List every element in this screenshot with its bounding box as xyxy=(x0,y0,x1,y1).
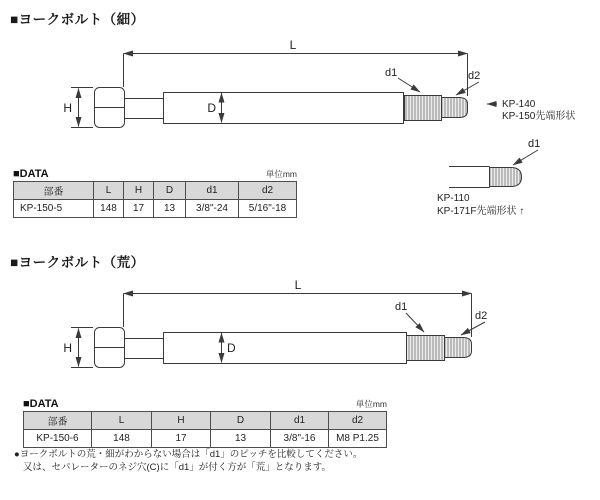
data-table-coarse xyxy=(23,411,387,448)
dim-label-L: L xyxy=(289,38,297,52)
footnotes xyxy=(14,448,362,474)
cell-D: 13 xyxy=(211,430,271,448)
unit-label: 単位mm xyxy=(355,399,387,409)
section-title-coarse: ■ヨークボルト（荒） xyxy=(10,255,145,270)
bolt-shaft xyxy=(164,333,407,364)
thread-d2 xyxy=(442,98,468,118)
data-table-coarse-block xyxy=(23,398,387,448)
leader-d2 xyxy=(461,322,485,335)
tip-dim-label-d1: d1 xyxy=(528,138,541,150)
thread-d2 xyxy=(445,338,472,358)
col-header-d2: d2 xyxy=(239,182,297,200)
col-header-partno: 部番 xyxy=(14,182,94,200)
cell-d1: 3/8"-24 xyxy=(186,200,239,218)
col-header-partno: 部番 xyxy=(24,412,92,430)
thread-d1 xyxy=(405,96,442,121)
dim-label-d2: d2 xyxy=(475,310,488,322)
col-header-L: L xyxy=(94,182,124,200)
data-table-label: ■DATA xyxy=(13,168,49,180)
unit-label: 単位mm xyxy=(265,169,297,179)
bolt-neck xyxy=(125,99,164,119)
cell-L: 148 xyxy=(94,200,124,218)
cell-H: 17 xyxy=(152,430,211,448)
col-header-d1: d1 xyxy=(186,182,239,200)
tip-drawing-labels xyxy=(437,138,540,217)
dim-label-d1: d1 xyxy=(385,67,398,79)
thread-d1 xyxy=(407,336,445,361)
bolt-shaft xyxy=(164,93,404,124)
section-title-fine: ■ヨークボルト（細） xyxy=(10,12,145,27)
table-header-row xyxy=(24,412,387,430)
tip-note-line2: KP-150先端形状 xyxy=(502,111,576,122)
tip-drawing xyxy=(449,150,538,188)
col-header-d1: d1 xyxy=(271,412,329,430)
table-row xyxy=(24,430,387,448)
footnote-line2: 又は、セパレーターのネジ穴(C)に「d1」が付く方が「荒」となります。 xyxy=(23,462,331,473)
dim-label-D: D xyxy=(227,341,236,355)
dim-label-H: H xyxy=(63,341,72,355)
tip-thread xyxy=(490,168,522,187)
data-table-fine-block xyxy=(13,168,297,218)
col-header-H: H xyxy=(124,182,154,200)
cell-d1: 3/8"-16 xyxy=(271,430,329,448)
cell-H: 17 xyxy=(124,200,154,218)
dim-label-H: H xyxy=(63,101,72,115)
cell-d2: 5/16"-18 xyxy=(239,200,297,218)
dim-label-D: D xyxy=(207,101,216,115)
bolt-neck xyxy=(125,339,164,359)
tip-name-label: KP-110 xyxy=(437,193,470,204)
col-header-d2: d2 xyxy=(329,412,387,430)
data-table-fine xyxy=(13,181,297,218)
tip-desc-label: KP-171F先端形状 ↑ xyxy=(437,206,525,217)
cell-D: 13 xyxy=(154,200,186,218)
data-table-label: ■DATA xyxy=(23,398,59,410)
col-header-D: D xyxy=(154,182,186,200)
leader-d1 xyxy=(398,78,420,92)
table-row xyxy=(14,200,297,218)
footnote-line1: ●ヨークボルトの荒・細がわからない場合は「d1」のピッチを比較してください。 xyxy=(14,449,363,460)
cell-partno: KP-150-5 xyxy=(14,200,94,218)
col-header-H: H xyxy=(152,412,211,430)
col-header-D: D xyxy=(211,412,271,430)
cell-d2: M8 P1.25 xyxy=(329,430,387,448)
leader-d1 xyxy=(406,313,424,332)
bolt-coarse-drawing xyxy=(71,294,488,368)
cell-partno: KP-150-6 xyxy=(24,430,92,448)
bolt-fine-drawing xyxy=(71,54,497,128)
table-header-row xyxy=(14,182,297,200)
dim-label-L: L xyxy=(294,278,302,292)
cell-L: 148 xyxy=(92,430,152,448)
tip-leader-d1 xyxy=(513,150,538,165)
tip-note-line1: KP-140 xyxy=(502,99,536,110)
dim-label-d2: d2 xyxy=(468,70,481,82)
col-header-L: L xyxy=(92,412,152,430)
dim-label-d1: d1 xyxy=(395,301,408,313)
